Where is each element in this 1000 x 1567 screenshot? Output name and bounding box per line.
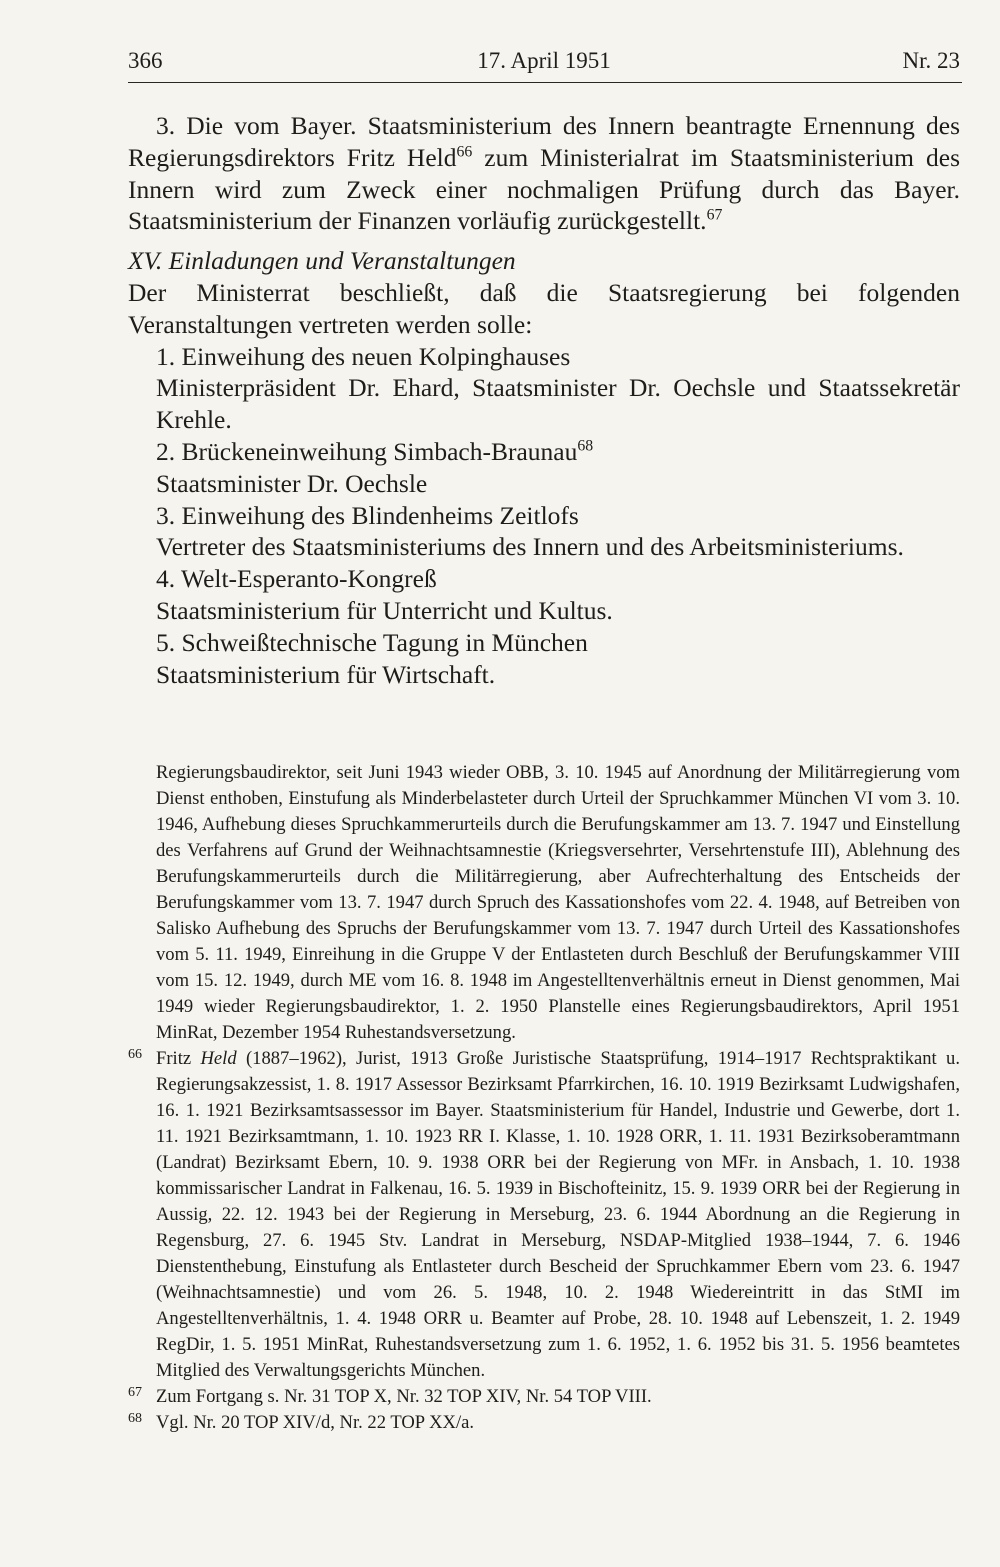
footnote-ref-68: 68 bbox=[577, 437, 594, 455]
running-head bbox=[128, 44, 960, 84]
footnotes bbox=[128, 760, 960, 1436]
event-title: 5. Schweißtechnische Tagung in München bbox=[156, 627, 588, 657]
event-attendees: Staatsministerium für Unterricht und Kultus. bbox=[156, 595, 613, 625]
footnote-ref-67: 67 bbox=[706, 206, 723, 224]
page-number: 366 bbox=[128, 48, 163, 73]
event-attendees: Vertreter des Staatsministeriums des Innern und des Arbeitsministeriums. bbox=[156, 532, 904, 562]
footnote-ref-66: 66 bbox=[456, 143, 473, 161]
event-attendees: Staatsministerium für Wirtschaft. bbox=[156, 659, 496, 689]
event-title: 2. Brückeneinweihung Simbach-Braunau$^{68}$ bbox=[156, 436, 594, 466]
footnote-number: 67 bbox=[128, 1385, 142, 1400]
event-attendees: Ministerpräsident Dr. Ehard, Staatsminister Dr. Oechsle und Staatssekretär Krehle. bbox=[156, 373, 960, 435]
event-title: 4. Welt-Esperanto-Kongreß bbox=[156, 564, 437, 594]
footnote-66: 66 Fritz Held (1887–1962), Jurist, 1913 Große Juristische Staatsprüfung, 1914–1917 Rechtspraktikant u. Regierungsakzessist, 1. 8. 1917 Assessor Bezirksamt Pfarrkirchen, 16. 10. 1919 Bezirksamt Ludwigshafen, 16. 1. 1921 Bezirksamtsassessor im Bayer. Staatsministerium für Handel, Industrie und Gewerbe, dort 1. 11. 1921 Bezirksamtmann, 1. 10. 1923 RR I. Klasse, 1. 10. 1928 ORR, 1. 11. 1931 Bezirksoberamtmann (Landrat) Bezirksamt Ebern, 10. 9. 1938 ORR bei der Regierung von MFr. in Ansbach, 1. 10. 1938 kommissarischer Landrat in Falkenau, 16. 5. 1939 in Bischofteinitz, 15. 9. 1939 ORR bei der Regierung in Aussig, 22. 12. 1943 bei der Regierung in Merseburg, 23. 6. 1944 Abordnung an die Regierung in Regensburg, 27. 6. 1945 Stv. Landrat in Merseburg, NSDAP-Mitglied 1938–1944, 7. 6. 1946 Dienstenthebung, Einstufung als Entlasteter durch Bescheid der Spruchkammer Ebern vom 23. 6. 1947 (Weihnachtsamnestie) und vom 26. 5. 1948, 10. 2. 1948 Wiedereintritt in das StMI im Angestelltenverhältnis, 1. 4. 1948 ORR u. Beamter auf Probe, 28. 10. 1948 auf Lebenszeit, 1. 2. 1949 RegDir, 1. 5. 1951 MinRat, Ruhestandsversetzung zum 1. 6. 1952, 1. 6. 1952 bis 31. 5. 1956 beamtetes Mitglied des Verwaltungsgerichts München. bbox=[128, 1046, 960, 1384]
event-item bbox=[128, 341, 960, 436]
footnote-number: 68 bbox=[128, 1411, 142, 1426]
running-head-date: 17. April 1951 bbox=[477, 48, 611, 73]
main-text bbox=[128, 110, 960, 690]
paragraph-item-3: 3. Die vom Bayer. Staatsministerium des Innern beantragte Ernennung des Regierungsdirektors Fritz Held$^{66}$ zum Ministerialrat im Staatsministerium des Innern wird zum Zweck einer nochmaligen Prüfung durch das Bayer. Staatsministerium der Finanzen vorläufig zurückgestellt.$^{67}$ bbox=[128, 111, 960, 236]
event-item bbox=[128, 627, 960, 691]
footnote-number: 66 bbox=[128, 1047, 142, 1062]
event-title: 3. Einweihung des Blindenheims Zeitlofs bbox=[156, 500, 579, 530]
issue-number: Nr. 23 bbox=[902, 48, 960, 73]
footnote-67: 67 Zum Fortgang s. Nr. 31 TOP X, Nr. 32 TOP XIV, Nr. 54 TOP VIII. bbox=[128, 1384, 960, 1410]
event-title: 1. Einweihung des neuen Kolpinghauses bbox=[156, 341, 571, 371]
header-rule bbox=[128, 82, 962, 83]
resolution-intro: Der Ministerrat beschließt, daß die Staatsregierung bei folgenden Veranstaltungen vertreten werden solle: bbox=[128, 277, 960, 339]
footnote-68: 68 Vgl. Nr. 20 TOP XIV/d, Nr. 22 TOP XX/a. bbox=[128, 1410, 960, 1436]
section-heading: XV. Einladungen und Veranstaltungen bbox=[128, 246, 516, 276]
event-item bbox=[128, 436, 960, 500]
event-item bbox=[128, 500, 960, 564]
event-item bbox=[128, 563, 960, 627]
event-attendees: Staatsminister Dr. Oechsle bbox=[156, 468, 428, 498]
person-name: Held bbox=[200, 1048, 237, 1069]
footnote-continuation: Regierungsbaudirektor, seit Juni 1943 wieder OBB, 3. 10. 1945 auf Anordnung der Militärregierung vom Dienst enthoben, Einstufung als Minderbelasteter durch Urteil der Spruchkammer München VI vom 3. 10. 1946, Aufhebung dieses Spruchkammerurteils durch die Berufungskammer am 13. 7. 1947 und Einstellung des Verfahrens auf Grund der Weihnachtsamnestie (Kriegsversehrter, Versehrtenstufe III), Ablehnung des Berufungskammerurteils durch die Militärregierung, aber Aufrechterhaltung des Entscheids der Berufungskammer vom 13. 7. 1947 durch Spruch des Kassationshofes vom 22. 4. 1948, auf Betreiben von Salisko Aufhebung des Spruchs der Berufungskammer vom 13. 7. 1947 durch Urteil des Kassationshofes vom 5. 11. 1949, Einreihung in die Gruppe V der Entlasteten durch Beschluß der Berufungskammer VIII vom 15. 12. 1949, durch ME vom 16. 8. 1948 im Angestelltenverhältnis erneut in Dienst genommen, Mai 1949 wieder Regierungsbaudirektor, 1. 2. 1950 Planstelle eines Regierungsbaudirektors, April 1951 MinRat, Dezember 1954 Ruhestandsversetzung. bbox=[156, 762, 960, 1043]
